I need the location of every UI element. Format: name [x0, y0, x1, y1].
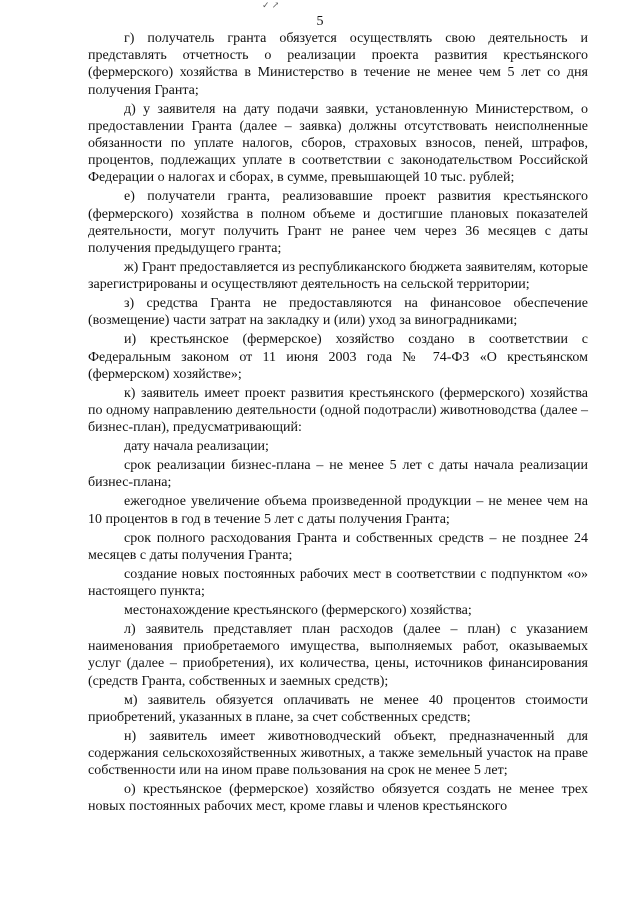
- list-item-location: местонахождение крестьянского (фермерского) хозяйства;: [124, 603, 472, 619]
- list-item-duration: срок реализации бизнес-плана – не менее 5 лет с даты начала реализации бизнес-плана;: [88, 458, 588, 491]
- page-number: 5: [316, 14, 324, 29]
- document-body: [88, 30, 588, 817]
- paragraph-g: г) получатель гранта обязуется осуществлять свою деятельность и представлять отчетность о реализации проекта развития крестьянского (фермерского) хозяйства в Министерство в течение не менее чем 5 лет со дня получения Гранта;: [88, 31, 588, 98]
- paragraph-d: д) у заявителя на дату подачи заявки, установленную Министерством, о предоставлении Гранта (далее – заявка) должны отсутствовать неисполненные обязанности по уплате налогов, сборов, страховых взносов, пеней, штрафов, процентов, подлежащих уплате в соответствии с законодательством Российской Федерации о налогах и сборах, в сумме, превышающей 10 тыс. рублей;: [88, 101, 588, 186]
- paragraph-zh: ж) Грант предоставляется из республиканского бюджета заявителям, которые зарегистрированы и осуществляют деятельность на сельской территории;: [88, 260, 588, 293]
- paragraph-o: о) крестьянское (фермерское) хозяйство обязуется создать не менее трех новых постоянных рабочих мест, кроме главы и членов крестьянского: [88, 782, 588, 815]
- list-item-start-date: дату начала реализации;: [124, 439, 269, 455]
- paragraph-l: л) заявитель представляет план расходов (далее – план) с указанием наименования приобретаемого имущества, выполняемых работ, оказываемых услуг (далее – приобретения), их количества, цены, источников финансирования (средств Гранта, собственных и заемных средств);: [88, 622, 588, 689]
- handwritten-mark: ✓ ↗: [262, 0, 280, 10]
- paragraph-e: е) получатели гранта, реализовавшие проект развития крестьянского (фермерского) хозяйства в полном объеме и достигшие плановых показателей деятельности, могут получить Грант не ранее чем через 36 месяцев с даты получения предыдущего гранта;: [88, 189, 588, 257]
- paragraph-k: к) заявитель имеет проект развития крестьянского (фермерского) хозяйства по одному направлению деятельности (одной подотрасли) животноводства (далее – бизнес-план), предусматривающий:: [88, 385, 588, 436]
- paragraph-m: м) заявитель обязуется оплачивать не менее 40 процентов стоимости приобретений, указанных в плане, за счет собственных средств;: [88, 692, 588, 725]
- paragraph-i: и) крестьянское (фермерское) хозяйство создано в соответствии с Федеральным законом от 11 июня 2003 года № 74-ФЗ «О крестьянском (фермерском) хозяйстве»;: [88, 332, 588, 382]
- paragraph-n: н) заявитель имеет животноводческий объект, предназначенный для содержания сельскохозяйственных животных, а также земельный участок на праве собственности или на ином праве пользования на срок не менее 5 лет;: [88, 728, 588, 779]
- list-item-spending-deadline: срок полного расходования Гранта и собственных средств – не позднее 24 месяцев с даты получения Гранта;: [88, 530, 588, 563]
- list-item-production-growth: ежегодное увеличение объема произведенной продукции – не менее чем на 10 процентов в год в течение 5 лет с даты получения Гранта;: [88, 494, 588, 527]
- paragraph-z: з) средства Гранта не предоставляются на финансовое обеспечение (возмещение) части затрат на закладку и (или) уход за виноградниками;: [88, 296, 588, 329]
- list-item-new-jobs: создание новых постоянных рабочих мест в соответствии с подпунктом «о» настоящего пункта;: [88, 566, 588, 600]
